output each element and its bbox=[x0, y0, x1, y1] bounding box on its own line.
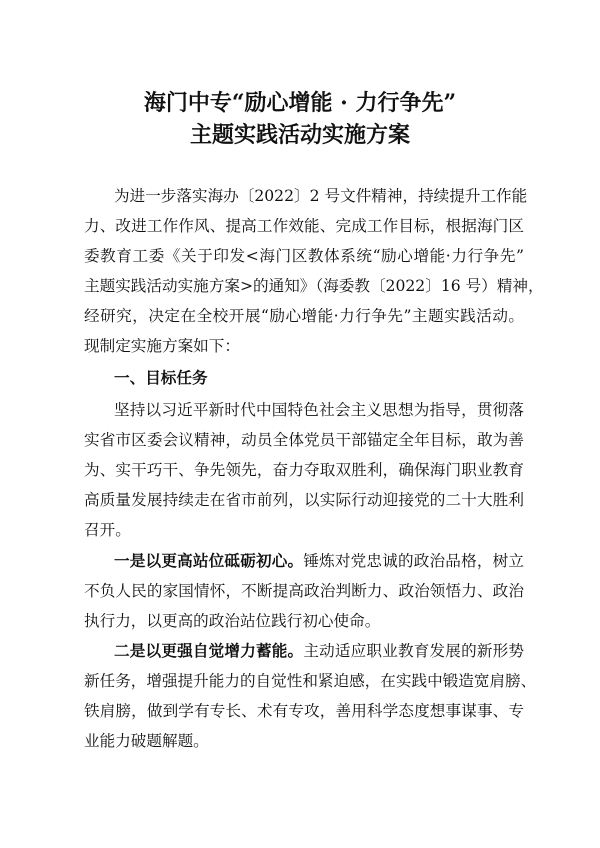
section-para-line-2: 实省市区委会议精神，动员全体党员干部锚定全年目标，敢为善 bbox=[84, 431, 524, 449]
item-1-line-1-text: 锤炼对党忠诚的政治品格，树立 bbox=[303, 552, 524, 570]
intro-line-3: 委教育工委《关于印发<海门区教体系统“励心增能·力行争先” bbox=[84, 247, 524, 265]
document-title-line-1: 海门中专“励心增能 · 力行争先” bbox=[143, 90, 457, 116]
item-1-line-3: 执行力，以更高的政治站位践行初心使命。 bbox=[84, 612, 381, 630]
section-heading-goals: 一、目标任务 bbox=[114, 369, 208, 387]
item-1-line-2: 不负人民的家国情怀，不断提高政治判断力、政治领悟力、政治 bbox=[84, 582, 524, 600]
item-2-lead: 二是以更强自觉增力蓄能。 bbox=[114, 641, 304, 660]
document-title-line-2: 主题实践活动实施方案 bbox=[189, 122, 410, 148]
section-para-line-5: 召开。 bbox=[84, 521, 131, 539]
intro-line-6: 现制定实施方案如下： bbox=[84, 337, 240, 355]
section-para-line-4: 高质量发展持续走在省市前列，以实际行动迎接党的二十大胜利 bbox=[84, 491, 524, 509]
intro-line-2: 力、改进工作作风、提高工作效能、完成工作目标，根据海门区 bbox=[84, 217, 524, 235]
item-2-line-3: 铁肩膀，做到学有专长、术有专攻，善用科学态度想事谋事、专 bbox=[84, 702, 524, 720]
item-2-line-2: 新任务，增强提升能力的自觉性和紧迫感，在实践中锻造宽肩膀、 bbox=[84, 672, 537, 690]
item-2-line-4: 业能力破题解题。 bbox=[84, 732, 209, 750]
intro-line-4: 主题实践活动实施方案>的通知》（海委教〔2022〕16 号）精神， bbox=[84, 277, 544, 295]
intro-line-1: 为进一步落实海办〔2022〕2 号文件精神，持续提升工作能 bbox=[114, 187, 528, 205]
item-1-lead: 一是以更高站位砥砺初心。 bbox=[114, 551, 304, 570]
item-2-line-1 bbox=[114, 640, 524, 662]
item-1-line-1 bbox=[114, 550, 524, 572]
section-para-line-1: 坚持以习近平新时代中国特色社会主义思想为指导，贯彻落 bbox=[114, 401, 524, 419]
section-para-line-3: 为、实干巧干、争先领先，奋力夺取双胜利，确保海门职业教育 bbox=[84, 461, 524, 479]
intro-line-5: 经研究，决定在全校开展“励心增能·力行争先”主题实践活动。 bbox=[84, 307, 524, 325]
item-2-line-1-text: 主动适应职业教育发展的新形势 bbox=[303, 642, 524, 660]
